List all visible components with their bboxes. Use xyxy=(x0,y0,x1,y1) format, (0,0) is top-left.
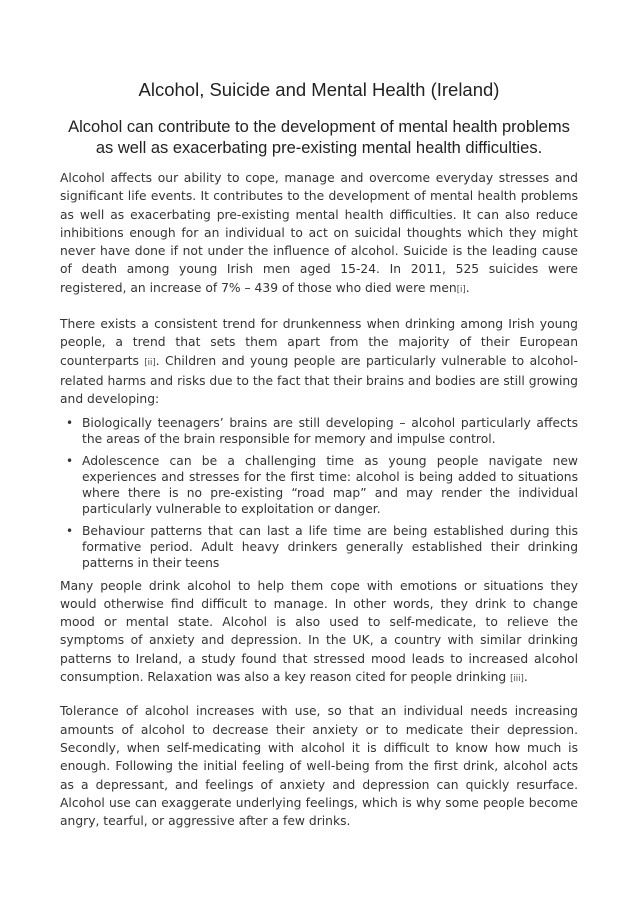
paragraph-intro-text: Alcohol affects our ability to cope, manage and overcome everyday stresses and significant life events. It contributes to the development of mental health problems as well as exacerbating pre-existing mental health difficulties. It can also reduce inhibitions enough for an individual to act on suicidal thoughts which they might never have done if not under the influence of alcohol. Suicide is the leading cause of death among young Irish men aged 15-24. In 2011, 525 suicides were registered, an increase of 7% – 439 of those who died were men xyxy=(60,171,578,295)
document-title: Alcohol, Suicide and Mental Health (Ireland) xyxy=(138,79,500,100)
bullet-icon: • xyxy=(66,415,74,430)
paragraph-intro xyxy=(60,169,578,299)
footnote-link-iii[interactable]: [iii] xyxy=(510,674,524,685)
list-item xyxy=(60,415,578,447)
list-item xyxy=(60,523,578,571)
paragraph-young-people xyxy=(60,315,578,408)
list-item-text: Behaviour patterns that can last a life time are being established during this formative period. Adult heavy drinkers generally established their drinking patterns in their teens xyxy=(82,523,578,570)
footnote-link-ii[interactable]: [ii] xyxy=(144,357,156,368)
paragraph-coping-end: . xyxy=(523,670,528,685)
bullet-list xyxy=(60,415,578,571)
paragraph-young-people-text-1: There exists a consistent trend for drunkenness when drinking among Irish young people, a trend that sets them apart from the majority of their European counterparts xyxy=(60,317,578,368)
bullet-icon: • xyxy=(66,523,74,538)
paragraph-young-people-text-2: . Children and young people are particularly vulnerable to alcohol-related harms and risks due to the fact that their brains and bodies are still growing and developing: xyxy=(60,353,578,407)
bullet-icon: • xyxy=(66,453,74,468)
list-item-text: Biologically teenagers’ brains are still developing – alcohol particularly affects the areas of the brain responsible for memory and impulse control. xyxy=(82,415,578,446)
paragraph-coping xyxy=(60,577,578,689)
document-subtitle: Alcohol can contribute to the development of mental health problems as well as exacerbating pre-existing mental health difficulties. xyxy=(68,118,570,157)
list-item xyxy=(60,453,578,517)
paragraph-intro-end: . xyxy=(465,280,470,295)
paragraph-tolerance: Tolerance of alcohol increases with use, so that an individual needs increasing amounts of alcohol to decrease their anxiety or to medicate their depression. Secondly, when self-medicating with alcohol it is difficult to know how much is enough. Following the initial feeling of well-being from the first drink, alcohol acts as a depressant, and feelings of anxiety and depression can quickly resurface. Alcohol use can exaggerate underlying feelings, which is why some people become angry, tearful, or aggressive after a few drinks. xyxy=(60,704,578,829)
paragraph-coping-text: Many people drink alcohol to help them cope with emotions or situations they would otherwise find difficult to manage. In other words, they drink to change mood or mental state. Alcohol is also used to self-medicate, to relieve the symptoms of anxiety and depression. In the UK, a country with similar drinking patterns to Ireland, a study found that stressed mood leads to increased alcohol consumption. Relaxation was also a key reason cited for people drinking xyxy=(60,578,578,685)
footnote-link-i[interactable]: [i] xyxy=(456,284,466,295)
list-item-text: Adolescence can be a challenging time as young people navigate new experiences and stresses for the first time: alcohol is being added to situations where there is no pre-existing “road map” and may render the individual particularly vulnerable to exploitation or danger. xyxy=(82,453,578,516)
